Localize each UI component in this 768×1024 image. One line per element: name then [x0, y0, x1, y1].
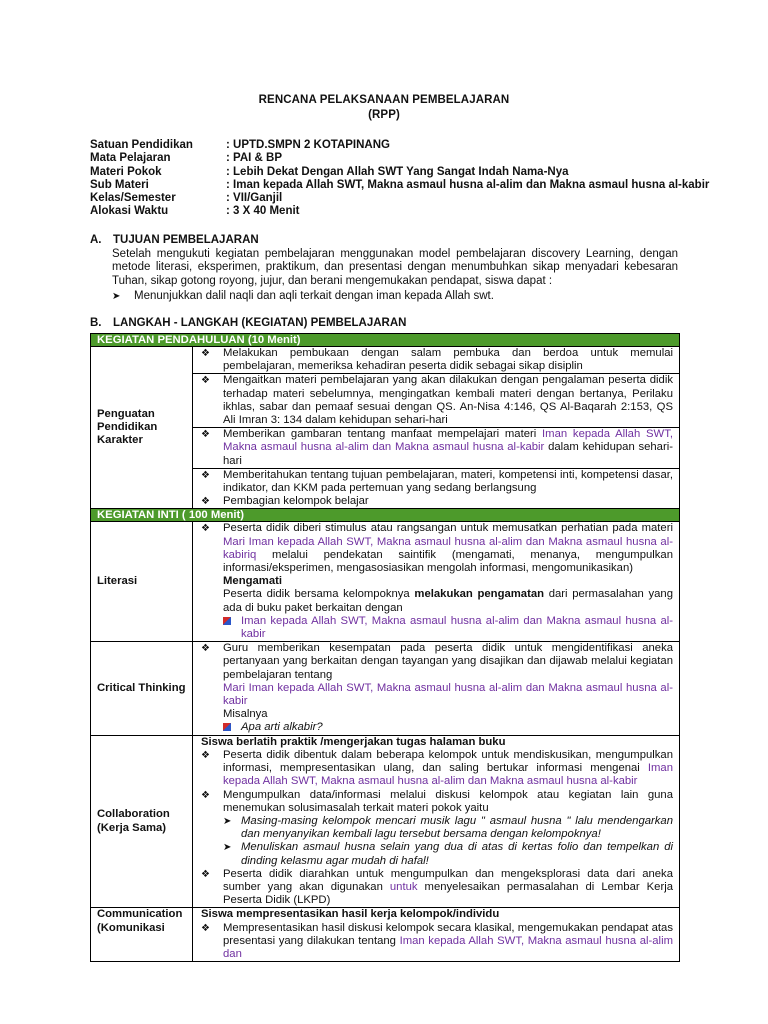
diamond-bullet-icon: ❖ — [201, 469, 210, 481]
section-b-heading — [90, 317, 406, 329]
section-a-heading — [90, 234, 259, 246]
arrow-bullet-icon: ➤ — [223, 842, 232, 854]
list-item: ❖ Peserta didik dibentuk dalam beberapa kelompok untuk mendiskusikan, mengumpulkan informasi, mempresentasikan ulang, dan saling bertukar informasi mengenai Iman kepada Allah SWT, Makna asmaul husna al-alim dan Makna asmaul husna al-kabir — [197, 749, 673, 789]
list-item: ❖ Melakukan pembukaan dengan salam pembuka dan berdoa untuk memulai pembelajaran, memeriksa kehadiran peserta didik sebagai sikap disiplin — [197, 347, 673, 373]
colored-arrow-bullet-icon — [223, 617, 231, 625]
section-a-bullet-text: Menunjukkan dalil naqli dan aqli terkait dengan iman kepada Allah swt. — [134, 290, 494, 302]
critical-topic: Mari Iman kepada Allah SWT, Makna asmaul husna al-alim dan Makna asmaul husna al-kabir — [223, 681, 673, 708]
table-cell — [193, 468, 680, 509]
collaboration-label: Collaboration (Kerja Sama) — [91, 735, 193, 908]
identity-label: Sub Materi — [90, 178, 149, 191]
identity-row — [90, 139, 709, 152]
critical-example-label: Misalnya — [223, 708, 268, 721]
identity-row — [90, 179, 709, 192]
doc-title: RENCANA PELAKSANAAN PEMBELAJARAN — [258, 94, 510, 106]
identity-label: Alokasi Waktu — [90, 205, 169, 218]
table-row — [91, 908, 680, 962]
identity-row — [90, 166, 709, 179]
identity-row — [90, 152, 709, 165]
diamond-bullet-icon: ❖ — [201, 749, 210, 761]
literasi-paragraph: Peserta didik bersama kelompoknya melakukan pengamatan dari permasalahan yang ada di buku paket berkaitan dengan — [223, 588, 673, 614]
collaboration-subheading: Siswa berlatih praktik /mengerjakan tugas halaman buku — [201, 735, 506, 748]
list-item: ➤ Menuliskan asmaul husna selain yang dua di atas di kertas folio dan tempelkan di dinding kelasmu agar mudah di hafal! — [223, 841, 673, 867]
identity-value: : Iman kepada Allah SWT, Makna asmaul husna al-alim dan Makna asmaul husna al-kabir — [226, 178, 710, 191]
identity-row — [90, 205, 709, 218]
list-item: ❖ Mengaitkan materi pembelajaran yang akan dilakukan dengan pengalaman peserta didik terhadap materi sebelumnya, mengingatkan kembali materi dengan bertanya, Perilaku ikhlas, sabar dan pemaaf sesuai dengan QS. An-Nisa 4:146, QS Al-Baqarah 2:153, QS Ali Imran 3: 134 dalam kehidupan sehari-hari — [197, 374, 673, 427]
table-cell — [193, 735, 680, 908]
identity-value: : Lebih Dekat Dengan Allah SWT Yang Sangat Indah Nama-Nya — [226, 165, 569, 178]
colored-arrow-bullet-icon — [223, 723, 231, 731]
list-item: ❖ Memberikan gambaran tentang manfaat mempelajari materi Iman kepada Allah SWT, Makna asmaul husna al-alim dan Makna asmaul husna al-kabir dalam kehidupan sehari-hari — [197, 428, 673, 468]
doc-subtitle: (RPP) — [368, 109, 400, 121]
communication-label: Communication (Komunikasi — [91, 908, 193, 962]
list-item: ❖ Memberitahukan tentang tujuan pembelajaran, materi, kompetensi inti, kompetensi dasar, indikator, dan KKM pada pertemuan yang sedang berlangsung — [197, 469, 673, 495]
diamond-bullet-icon: ❖ — [201, 348, 210, 359]
diamond-bullet-icon: ❖ — [201, 375, 210, 387]
table-cell — [193, 908, 680, 962]
identity-value: : VII/Ganjil — [226, 192, 283, 205]
table-row — [91, 735, 680, 908]
identity-block — [90, 139, 709, 219]
diamond-bullet-icon: ❖ — [201, 789, 210, 801]
critical-thinking-label: Critical Thinking — [91, 642, 193, 735]
identity-label: Kelas/Semester — [90, 192, 176, 205]
diamond-bullet-icon: ❖ — [201, 496, 210, 508]
arrow-bullet-icon: ➤ — [223, 815, 232, 827]
identity-row — [90, 192, 709, 205]
identity-value: : PAI & BP — [226, 152, 283, 165]
table-row — [91, 334, 680, 347]
inti-header: KEGIATAN INTI ( 100 Menit) — [91, 509, 680, 522]
activities-table — [90, 333, 680, 962]
mengamati-heading: Mengamati — [223, 575, 283, 588]
table-cell — [193, 428, 680, 469]
section-a-number: A. — [90, 234, 102, 246]
section-b-title: LANGKAH - LANGKAH (KEGIATAN) PEMBELAJARAN — [113, 317, 407, 329]
section-a-title: TUJUAN PEMBELAJARAN — [113, 234, 259, 246]
table-cell — [193, 347, 680, 374]
identity-value: : 3 X 40 Menit — [226, 205, 300, 218]
arrow-bullet-icon: ➤ — [112, 291, 121, 302]
diamond-bullet-icon: ❖ — [201, 523, 210, 535]
section-b-number: B. — [90, 317, 102, 329]
diamond-bullet-icon: ❖ — [201, 922, 210, 934]
communication-subheading: Siswa mempresentasikan hasil kerja kelompok/individu — [201, 908, 500, 921]
section-a-bullet — [112, 290, 494, 302]
list-item: Apa arti alkabir? — [197, 721, 673, 734]
list-item: ❖ Peserta didik diberi stimulus atau rangsangan untuk memusatkan perhatian pada materi Mari Iman kepada Allah SWT, Makna asmaul husna al-alim dan Makna asmaul husna al-kabiriq melalui pendekatan saintifik (mengamati, menanya, mengumpulkan informasi/eksperimen, mengasosiasikan mengolah informasi, mengomunikasikan) — [197, 522, 673, 575]
table-cell — [193, 374, 680, 428]
section-a-paragraph: Setelah mengukuti kegiatan pembelajaran menggunakan model pembelajaran discovery Learning, dengan metode literasi, eksperimen, praktikum, dan presentasi dengan menumbuhkan sikap menyadari kebesaran Tuhan, sikap gotong royong, jujur, dan berani mengemukakan pendapat, siswa dapat : — [112, 248, 678, 287]
identity-label: Mata Pelajaran — [90, 152, 171, 165]
diamond-bullet-icon: ❖ — [201, 643, 210, 655]
list-item: Iman kepada Allah SWT, Makna asmaul husna al-alim dan Makna asmaul husna al-kabir — [197, 615, 673, 641]
list-item: ❖ Mempresentasikan hasil diskusi kelompok secara klasikal, mengemukakan pendapat atas presentasi yang dilakukan tentang Iman kepada Allah SWT, Makna asmaul husna al-alim dan — [197, 922, 673, 962]
list-item: ❖ Peserta didik diarahkan untuk mengumpulkan dan mengeksplorasi data dari aneka sumber yang akan digunakan untuk menyelesaikan permasalahan di Lembar Kerja Peserta Didik (LKPD) — [197, 868, 673, 908]
list-item: ❖ Guru memberikan kesempatan pada peserta didik untuk mengidentifikasi aneka pertanyaan yang berkaitan dengan tayangan yang disajikan dan dijawab melalui kegiatan pembelajaran tentang — [197, 642, 673, 682]
diamond-bullet-icon: ❖ — [201, 868, 210, 880]
table-row — [91, 522, 680, 642]
table-row — [91, 347, 680, 374]
list-item: ❖ Mengumpulkan data/informasi melalui diskusi kelompok atau kegiatan lain guna menemukan solusimasalah terkait materi pokok yaitu — [197, 789, 673, 815]
table-row — [91, 509, 680, 522]
pendahuluan-header: KEGIATAN PENDAHULUAN (10 Menit) — [91, 334, 680, 347]
penguatan-label: Penguatan Pendidikan Karakter — [91, 347, 193, 509]
list-item: ➤ Masing-masing kelompok mencari musik lagu " asmaul husna " lalu mendengarkan dan menyanyikan kembali lagu tersebut bersama dengan kelompoknya! — [223, 814, 673, 841]
identity-label: Materi Pokok — [90, 165, 162, 178]
table-cell — [193, 522, 680, 642]
diamond-bullet-icon: ❖ — [201, 429, 210, 441]
table-cell — [193, 642, 680, 735]
table-row — [91, 642, 680, 735]
literasi-label: Literasi — [91, 522, 193, 642]
list-item: ❖ Pembagian kelompok belajar — [197, 495, 673, 508]
identity-value: : UPTD.SMPN 2 KOTAPINANG — [226, 139, 390, 151]
identity-label: Satuan Pendidikan — [90, 139, 193, 151]
